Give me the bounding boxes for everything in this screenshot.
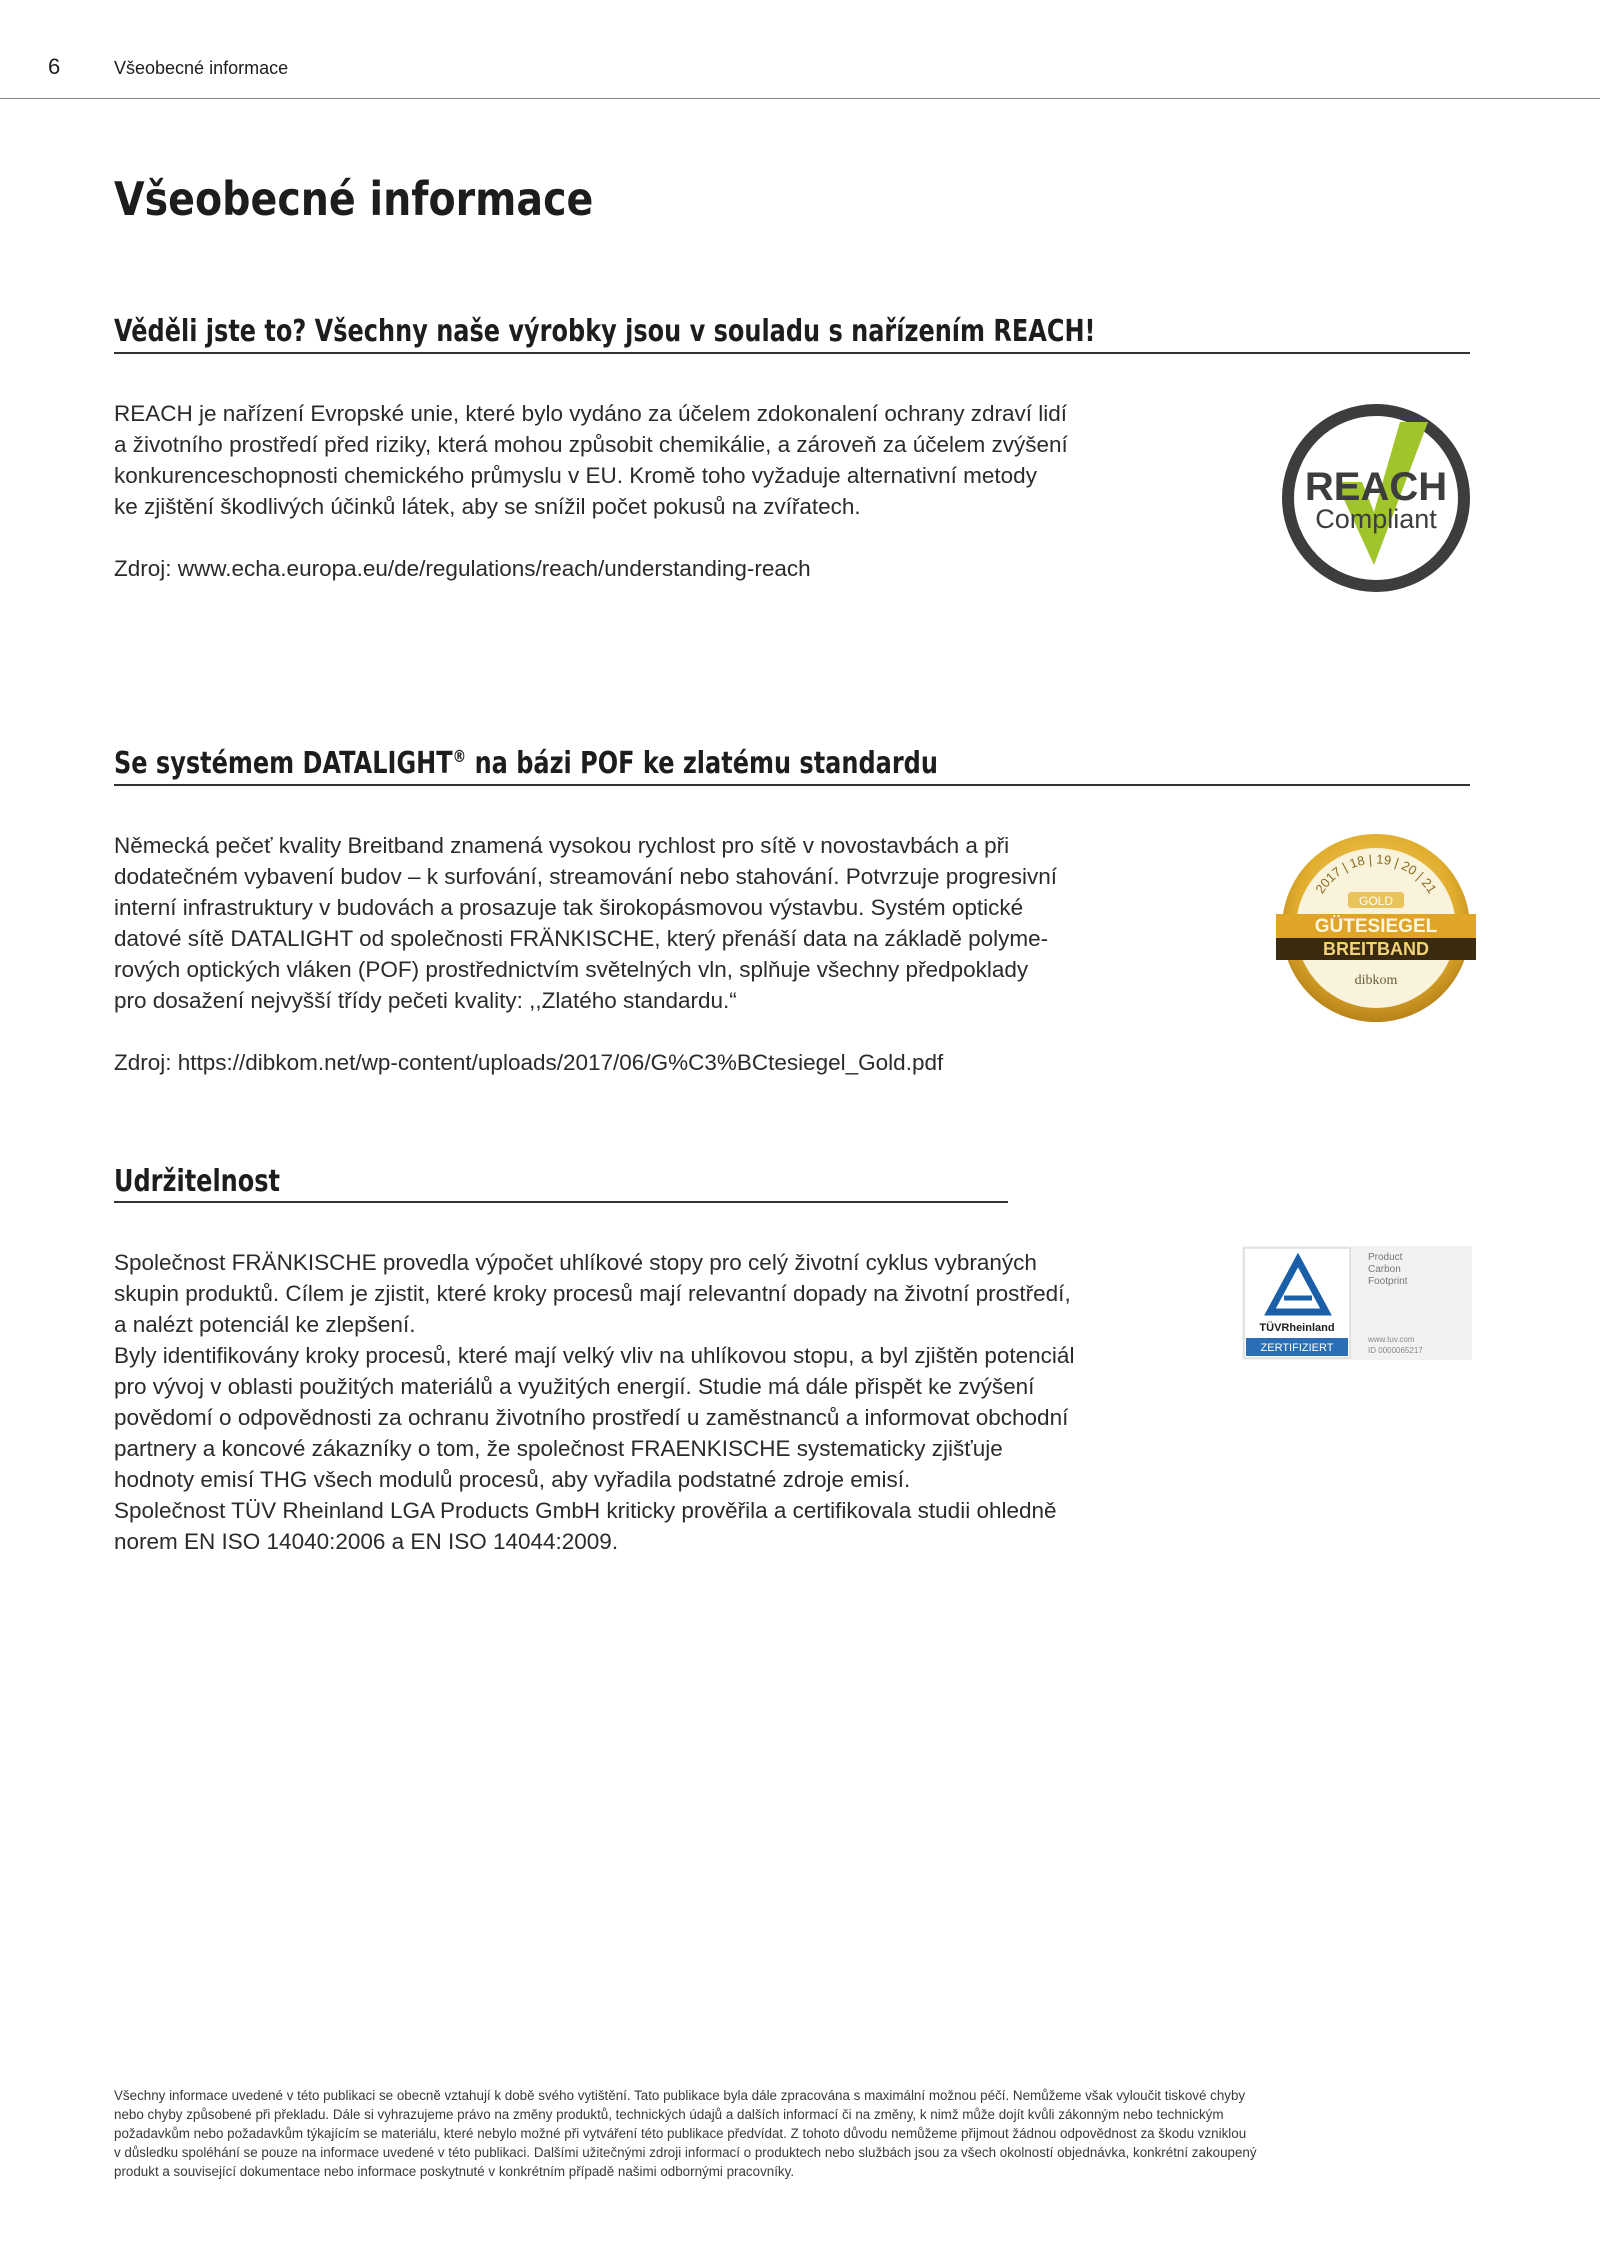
seal-years: 2017 | 18 | 19 | 20 | 21 [1312, 851, 1440, 897]
paragraph-line: dodatečném vybavení budov – k surfování, streamování nebo stahování. Potvrzuje progresivní [114, 864, 1058, 889]
disclaimer-line: požadavkům nebo požadavkům týkajícím se materiálu, které nebylo možné při vytváření této publikace předvídat. Z tohoto důvodu nemůžeme přijmout žádnou odpovědnost za škodu vzniklou [114, 2126, 1247, 2141]
legal-disclaimer [114, 2086, 1474, 2181]
paragraph-line: skupin produktů. Cílem je zjistit, které kroky procesů mají relevantní dopady na životní prostředí, [114, 1281, 1071, 1306]
heading-text: Se systémem DATALIGHT [114, 746, 453, 781]
paragraph-line: norem EN ISO 14040:2006 a EN ISO 14044:2009. [114, 1529, 619, 1554]
paragraph-line: REACH je nařízení Evropské unie, které bylo vydáno za účelem zdokonalení ochrany zdraví lidí [114, 401, 1067, 426]
source-reach: Zdroj: www.echa.europa.eu/de/regulations/reach/understanding-reach [114, 556, 811, 581]
paragraph-line: hodnoty emisí THG všech modulů procesů, aby vyřadila podstatné zdroje emisí. [114, 1467, 911, 1492]
seal-breitband-text: BREITBAND [1323, 939, 1429, 959]
heading-text-rest: na bázi POF ke zlatému standardu [466, 746, 938, 781]
paragraph-line: povědomí o odpovědnosti za ochranu životního prostředí u zaměstnanců a informovat obchodní [114, 1405, 1069, 1430]
paragraph-line: Společnost TÜV Rheinland LGA Products GmbH kriticky prověřila a certifikovala studii ohledně [114, 1498, 1057, 1523]
source-datalight: Zdroj: https://dibkom.net/wp-content/uploads/2017/06/G%C3%BCtesiegel_Gold.pdf [114, 1050, 944, 1075]
paragraph-line: Byly identifikovány kroky procesů, které mají velký vliv na uhlíkovou stopu, a byl zjištěn potenciál [114, 1343, 1075, 1368]
section-heading-sustainability: Udržitelnost [114, 1164, 281, 1199]
tuv-rheinland-product-carbon-footprint-mark [1242, 1246, 1472, 1360]
seal-guetesiegel-text: GÜTESIEGEL [1314, 916, 1438, 937]
page-number: 6 [48, 54, 61, 79]
paragraph-line: ke zjištění škodlivých účinků látek, aby se snížil počet pokusů na zvířatech. [114, 494, 861, 519]
tuv-certificate-id: ID 0000065217 [1368, 1346, 1423, 1355]
paragraph-line: pro dosažení nejvyšší třídy pečeti kvality: ,,Zlatého standardu.“ [114, 988, 737, 1013]
tuv-brand-text: TÜVRheinland [1259, 1322, 1335, 1334]
disclaimer-line: Všechny informace uvedené v této publikaci se obecně vztahují k době svého vytištění. Tato publikace byla dále zpracována s maximální možnou péčí. Nemůžeme však vyloučit tiskové chyby [114, 2088, 1246, 2103]
tuv-url: www.tuv.com [1368, 1335, 1415, 1344]
page-title: Všeobecné informace [114, 172, 594, 226]
header-divider [0, 98, 1600, 99]
section-divider-datalight [114, 784, 1470, 786]
seal-gold-text: GOLD [1358, 894, 1394, 908]
paragraph-line: Společnost FRÄNKISCHE provedla výpočet uhlíkové stopy pro celý životní cyklus vybraných [114, 1250, 1037, 1275]
paragraph-line: a životního prostředí před riziky, která mohou způsobit chemikálie, a zároveň za účelem zvýšení [114, 432, 1068, 457]
registered-mark: ® [452, 747, 467, 767]
disclaimer-line: nebo chyby způsobené při překladu. Dále si vyhrazujeme právo na změny produktů, technických údajů a dalších informací či na změny, k nimž může dojít kvůli zákonným nebo technickým [114, 2107, 1224, 2122]
section-heading-reach: Věděli jste to? Všechny naše výrobky jsou v souladu s nařízením REACH! [114, 314, 1096, 349]
paragraph-line: datové sítě DATALIGHT od společnosti FRÄNKISCHE, který přenáší data na základě polyme- [114, 926, 1049, 951]
paragraph-line: konkurenceschopnosti chemického průmyslu v EU. Kromě toho vyžaduje alternativní metody [114, 463, 1037, 488]
disclaimer-line: v důsledku spoléhání se pouze na informace uvedené v této publikaci. Dalšími užitečnými zdroji informací o produktech nebo službách jsou za všech okolností objednávka, konkrétní zakoupený [114, 2145, 1257, 2160]
paragraph-line: a nalézt potenciál ke zlepšení. [114, 1312, 416, 1337]
running-title: Všeobecné informace [114, 58, 289, 78]
section-body-datalight [114, 830, 1234, 1016]
pcf-label-footprint: Footprint [1368, 1276, 1408, 1287]
section-divider-reach [114, 352, 1470, 354]
seal-dibkom-logo: dibkom [1354, 973, 1398, 988]
zertifiziert-text: ZERTIFIZIERT [1260, 1342, 1334, 1354]
section-divider-sustainability [114, 1201, 1008, 1203]
paragraph-line: pro vývoj v oblasti použitých materiálů a využitých energií. Studie má dále přispět ke zvýšení [114, 1374, 1035, 1399]
guetesiegel-breitband-gold-seal [1276, 830, 1476, 1026]
reach-compliant-badge [1278, 400, 1474, 596]
section-body-reach [114, 398, 1234, 522]
badge-reach-text: REACH [1304, 465, 1448, 509]
paragraph-line: Německá pečeť kvality Breitband znamená vysokou rychlost pro sítě v novostavbách a při [114, 833, 1010, 858]
paragraph-line: rových optických vláken (POF) prostřednictvím světelných vln, splňuje všechny předpoklady [114, 957, 1029, 982]
section-heading-datalight [114, 746, 938, 781]
pcf-label-product: Product [1368, 1252, 1403, 1263]
paragraph-line: partnery a koncové zákazníky o tom, že společnost FRAENKISCHE systematicky zjišťuje [114, 1436, 1003, 1461]
badge-compliant-text: Compliant [1315, 504, 1437, 534]
paragraph-line: interní infrastruktury v budovách a prosazuje tak širokopásmovou výstavbu. Systém optické [114, 895, 1024, 920]
section-body-sustainability [114, 1247, 1244, 1557]
disclaimer-line: produkt a související dokumentace nebo informace poskytnuté v konkrétním případě našimi odbornými pracovníky. [114, 2164, 795, 2179]
pcf-label-carbon: Carbon [1368, 1264, 1401, 1275]
